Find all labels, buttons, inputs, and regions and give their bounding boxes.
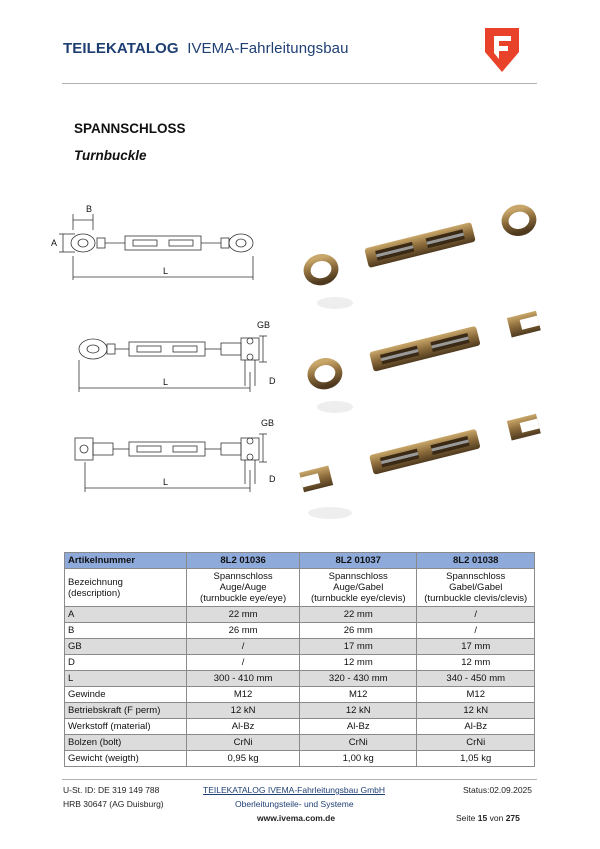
row-label: Gewinde	[65, 687, 187, 703]
photo-eye-clevis	[307, 305, 542, 393]
footer-status: Status:02.09.2025	[463, 785, 533, 795]
technical-drawings	[45, 200, 295, 510]
page-total: 275	[505, 813, 520, 823]
ivema-logo-icon	[482, 26, 522, 74]
page-current: 15	[477, 813, 488, 823]
catalog-title-rest: IVEMA-Fahrleitungsbau	[187, 40, 349, 57]
table-header-cell: Artikelnummer	[65, 553, 187, 569]
header-divider	[62, 83, 537, 84]
table-row	[65, 671, 535, 687]
table-row	[65, 703, 535, 719]
drawing1-label-b: B	[86, 204, 93, 214]
row-value: 22 mm	[299, 607, 417, 623]
footer-vat: U-St. ID: DE 319 149 788	[63, 785, 160, 795]
table-row	[65, 639, 535, 655]
table-row	[65, 751, 535, 767]
row-value: 320 - 430 mm	[299, 671, 417, 687]
row-value: 26 mm	[299, 623, 417, 639]
row-label: Betriebskraft (F perm)	[65, 703, 187, 719]
row-value: Spannschloss Gabel/Gabel (turnbuckle clevis/clevis)	[417, 569, 535, 607]
row-value: M12	[187, 687, 300, 703]
row-value: /	[417, 623, 535, 639]
row-value: Al-Bz	[187, 719, 300, 735]
table-row	[65, 623, 535, 639]
table-row	[65, 687, 535, 703]
table-row	[65, 735, 535, 751]
table-row	[65, 607, 535, 623]
product-photos	[290, 195, 560, 530]
page-prefix: Seite	[456, 813, 476, 823]
row-label: L	[65, 671, 187, 687]
row-value: Spannschloss Auge/Gabel (turnbuckle eye/clevis)	[299, 569, 417, 607]
photo-eye-eye	[305, 205, 536, 284]
row-value: 22 mm	[187, 607, 300, 623]
page-mid: von	[489, 813, 504, 823]
drawing1-label-l: L	[163, 266, 169, 276]
drawing2-label-d: D	[269, 376, 276, 386]
table-header-row	[65, 553, 535, 569]
row-label: A	[65, 607, 187, 623]
catalog-title	[63, 40, 349, 57]
table-row	[65, 569, 535, 607]
row-value: 17 mm	[299, 639, 417, 655]
row-value: CrNi	[299, 735, 417, 751]
row-value: M12	[417, 687, 535, 703]
row-value: 340 - 450 mm	[417, 671, 535, 687]
row-label: GB	[65, 639, 187, 655]
table-header-cell: 8L2 01036	[187, 553, 300, 569]
drawing3-label-gb: GB	[261, 418, 275, 428]
spec-table	[64, 552, 535, 767]
row-value: M12	[299, 687, 417, 703]
drawing3-label-l: L	[163, 477, 169, 487]
footer-website[interactable]: www.ivema.com.de	[257, 813, 336, 823]
drawing2-label-l: L	[163, 377, 169, 387]
table-row	[65, 719, 535, 735]
row-value: 12 mm	[417, 655, 535, 671]
row-value: 1,00 kg	[299, 751, 417, 767]
row-label: Bezeichnung (description)	[65, 569, 187, 607]
footer-hrb: HRB 30647 (AG Duisburg)	[63, 799, 164, 809]
footer-company-link[interactable]: TEILEKATALOG IVEMA-Fahrleitungsbau GmbH	[203, 785, 386, 795]
row-label: Werkstoff (material)	[65, 719, 187, 735]
row-label: B	[65, 623, 187, 639]
row-value: 12 kN	[187, 703, 300, 719]
row-value: 300 - 410 mm	[187, 671, 300, 687]
drawing-eye-clevis	[79, 336, 267, 392]
row-value: 12 kN	[299, 703, 417, 719]
row-value: 26 mm	[187, 623, 300, 639]
drawing3-label-d: D	[269, 474, 276, 484]
footer-divider	[62, 779, 537, 780]
row-label: D	[65, 655, 187, 671]
row-value: 1,05 kg	[417, 751, 535, 767]
row-value: Spannschloss Auge/Auge (turnbuckle eye/eye)	[187, 569, 300, 607]
row-value: CrNi	[417, 735, 535, 751]
row-value: /	[417, 607, 535, 623]
row-value: Al-Bz	[299, 719, 417, 735]
row-label: Bolzen (bolt)	[65, 735, 187, 751]
table-header-cell: 8L2 01037	[299, 553, 417, 569]
row-value: 17 mm	[417, 639, 535, 655]
row-value: /	[187, 655, 300, 671]
row-value: 0,95 kg	[187, 751, 300, 767]
drawing1-label-a: A	[51, 238, 58, 248]
drawing-eye-eye	[59, 214, 253, 280]
catalog-title-bold: TEILEKATALOG	[63, 40, 179, 57]
drawing-clevis-clevis	[75, 434, 267, 492]
row-label: Gewicht (weigth)	[65, 751, 187, 767]
page-subheading: Turnbuckle	[74, 148, 147, 163]
drawing2-label-gb: GB	[257, 320, 271, 330]
photo-clevis-clevis	[298, 408, 542, 498]
row-value: CrNi	[187, 735, 300, 751]
table-row	[65, 655, 535, 671]
footer-tagline: Oberleitungsteile- und Systeme	[235, 799, 354, 809]
footer-page-number	[456, 813, 520, 823]
page-heading: SPANNSCHLOSS	[74, 121, 186, 136]
row-value: Al-Bz	[417, 719, 535, 735]
table-header-cell: 8L2 01038	[417, 553, 535, 569]
row-value: 12 mm	[299, 655, 417, 671]
row-value: 12 kN	[417, 703, 535, 719]
row-value: /	[187, 639, 300, 655]
